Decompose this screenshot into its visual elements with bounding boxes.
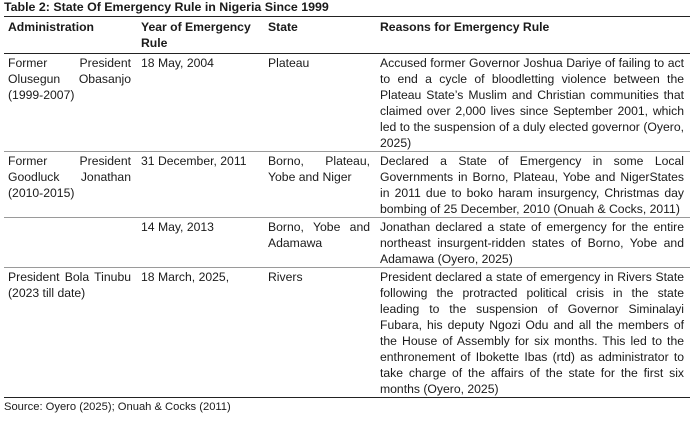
- cell-reasons: Accused former Governor Joshua Dariye of failing to act to end a cycle of bloodletting violence between the Plateau State’s Muslim and Christian communities that claimed over 2,000 lives since September 2001, which led to the suspension of a duly elected governor (Oyero, 2025): [380, 56, 684, 150]
- cell-reasons: Declared a State of Emergency in some Local Governments in Borno, Plateau, Yobe and NigerStates in 2011 due to boko haram insurgency, Christmas day bombing of 25 December, 2010 (Onuah & Cocks, 2011): [376, 152, 690, 218]
- table-header-row: [4, 17, 690, 54]
- table-row: [4, 218, 690, 268]
- cell-year: 31 December, 2011: [137, 152, 264, 218]
- table-row: [4, 268, 690, 398]
- cell-administration: [4, 218, 137, 268]
- cell-state: Plateau: [268, 56, 310, 70]
- cell-year: 14 May, 2013: [137, 218, 264, 268]
- header-year: Year of Emergency Rule: [137, 17, 264, 54]
- cell-reasons: President declared a state of emergency in Rivers State following the protracted political crisis in the state leading to the suspension of Governor Siminalayi Fubara, his deputy Ngozi Odu and all the members of the House of Assembly for six months. This led to the enthronement of Ibokette Ibas (rtd) as administrator to take charge of the affairs of the state for the first six months (Oyero, 2025): [376, 268, 690, 398]
- table-row: [4, 54, 690, 152]
- table-source-note: Source: Oyero (2025); Onuah & Cocks (2011): [4, 401, 231, 413]
- cell-state: Rivers: [264, 268, 376, 398]
- cell-year: 18 May, 2004: [141, 56, 214, 70]
- header-state: State: [264, 17, 376, 54]
- table-row: [4, 152, 690, 218]
- cell-reasons: Jonathan declared a state of emergency for the entire northeast insurgent-ridden states of Borno, Yobe and Adamawa (Oyero, 2025): [376, 218, 690, 268]
- cell-administration: Former President Goodluck Jonathan (2010-2015): [4, 152, 137, 218]
- emergency-rule-table: [4, 16, 690, 398]
- cell-state: Borno, Yobe and Adamawa: [264, 218, 376, 268]
- header-reasons: Reasons for Emergency Rule: [376, 17, 690, 54]
- document-page: [4, 0, 690, 414]
- table-caption: Table 2: State Of Emergency Rule in Nigeria Since 1999: [4, 0, 329, 14]
- header-administration: Administration: [4, 17, 137, 54]
- cell-administration: President Bola Tinubu (2023 till date): [4, 268, 137, 398]
- cell-state: Borno, Plateau, Yobe and Niger: [264, 152, 376, 218]
- cell-year: 18 March, 2025,: [137, 268, 264, 398]
- cell-administration: Former President Olusegun Obasanjo (1999-2007): [8, 56, 131, 102]
